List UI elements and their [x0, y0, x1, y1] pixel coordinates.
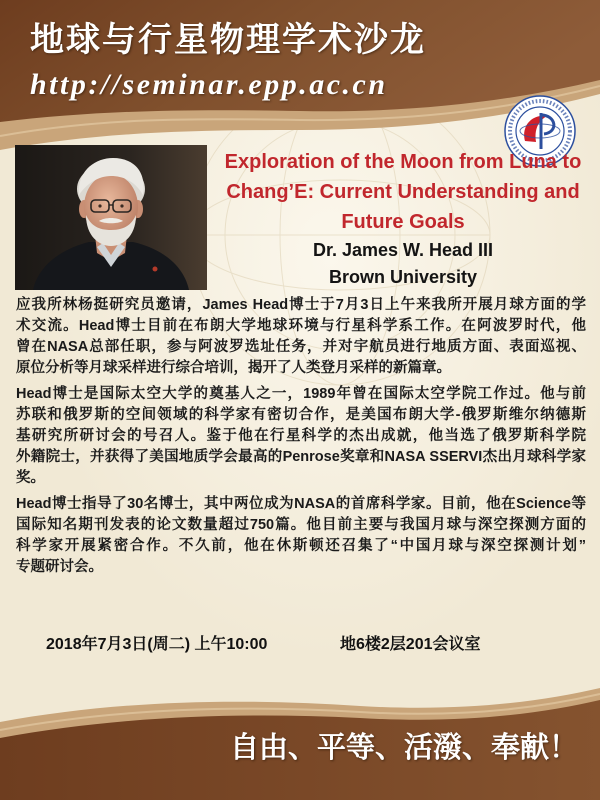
intro-paragraph	[16, 494, 586, 578]
talk-title	[212, 147, 594, 237]
text-line: 奖。	[16, 470, 45, 486]
text-line: 苏联和俄罗斯的空间领域的科学家有密切合作，是美国布朗大学-俄罗斯维尔纳德斯	[16, 407, 586, 423]
text-line: 专题研讨会。	[16, 559, 103, 575]
talk-title-line: Future Goals	[341, 211, 465, 233]
text-line: 应我所林杨挺研究员邀请，James Head博士于7月3日上午来我所开展月球方面的学	[16, 297, 586, 313]
speaker-photo	[15, 145, 207, 290]
intro-paragraph	[16, 384, 586, 489]
talk-title-line: Chang’E: Current Understanding and	[226, 181, 580, 203]
salon-title: 地球与行星物理学术沙龙	[30, 22, 426, 59]
speaker-affiliation: Brown University	[328, 267, 478, 287]
text-line: 基研究所研讨会的号召人。鉴于他在行星科学的杰出成就，他当选了俄罗斯科学院	[16, 428, 586, 444]
text-line: 外籍院士，并获得了美国地质学会最高的Penrose奖章和NASA SSERVI杰出月球科学家	[16, 449, 586, 465]
intro-paragraph	[16, 295, 586, 379]
text-line: Head博士指导了30名博士，其中两位成为NASA的首席科学家。目前，他在Science等	[16, 496, 586, 512]
speaker-block	[212, 237, 594, 291]
text-line: Head博士是国际太空大学的奠基人之一，1989年曾在国际太空学院工作过。他与前	[16, 386, 586, 402]
text-line: 科学家开展紧密合作。不久前，他在休斯顿还召集了“中国月球与深空探测计划”	[16, 538, 586, 554]
text-line: 曾在NASA总部任职，参与阿波罗选址任务，并对宇航员进行地质方面、表面巡视、	[16, 339, 586, 355]
seminar-url: http://seminar.epp.ac.cn	[30, 68, 388, 101]
speaker-introduction	[16, 295, 586, 583]
talk-title-line: Exploration of the Moon from Luna to	[224, 151, 582, 173]
event-datetime: 2018年7月3日(周二) 上午10:00	[46, 636, 268, 653]
speaker-name: Dr. James W. Head III	[312, 240, 494, 260]
text-line: 国际知名期刊发表的论文数量超过750篇。他目前主要与我国月球与深空探测方面的	[16, 517, 586, 533]
institute-slogan: 自由、平等、活潑、奉献！	[230, 732, 579, 764]
text-line: 原位分析等月球采样进行综合培训，揭开了人类登月采样的新篇章。	[16, 360, 451, 376]
text-line: 术交流。Head博士目前在布朗大学地球环境与行星科学系工作。在阿波罗时代，他	[16, 318, 586, 334]
event-location: 地6楼2层201会议室	[340, 636, 481, 653]
